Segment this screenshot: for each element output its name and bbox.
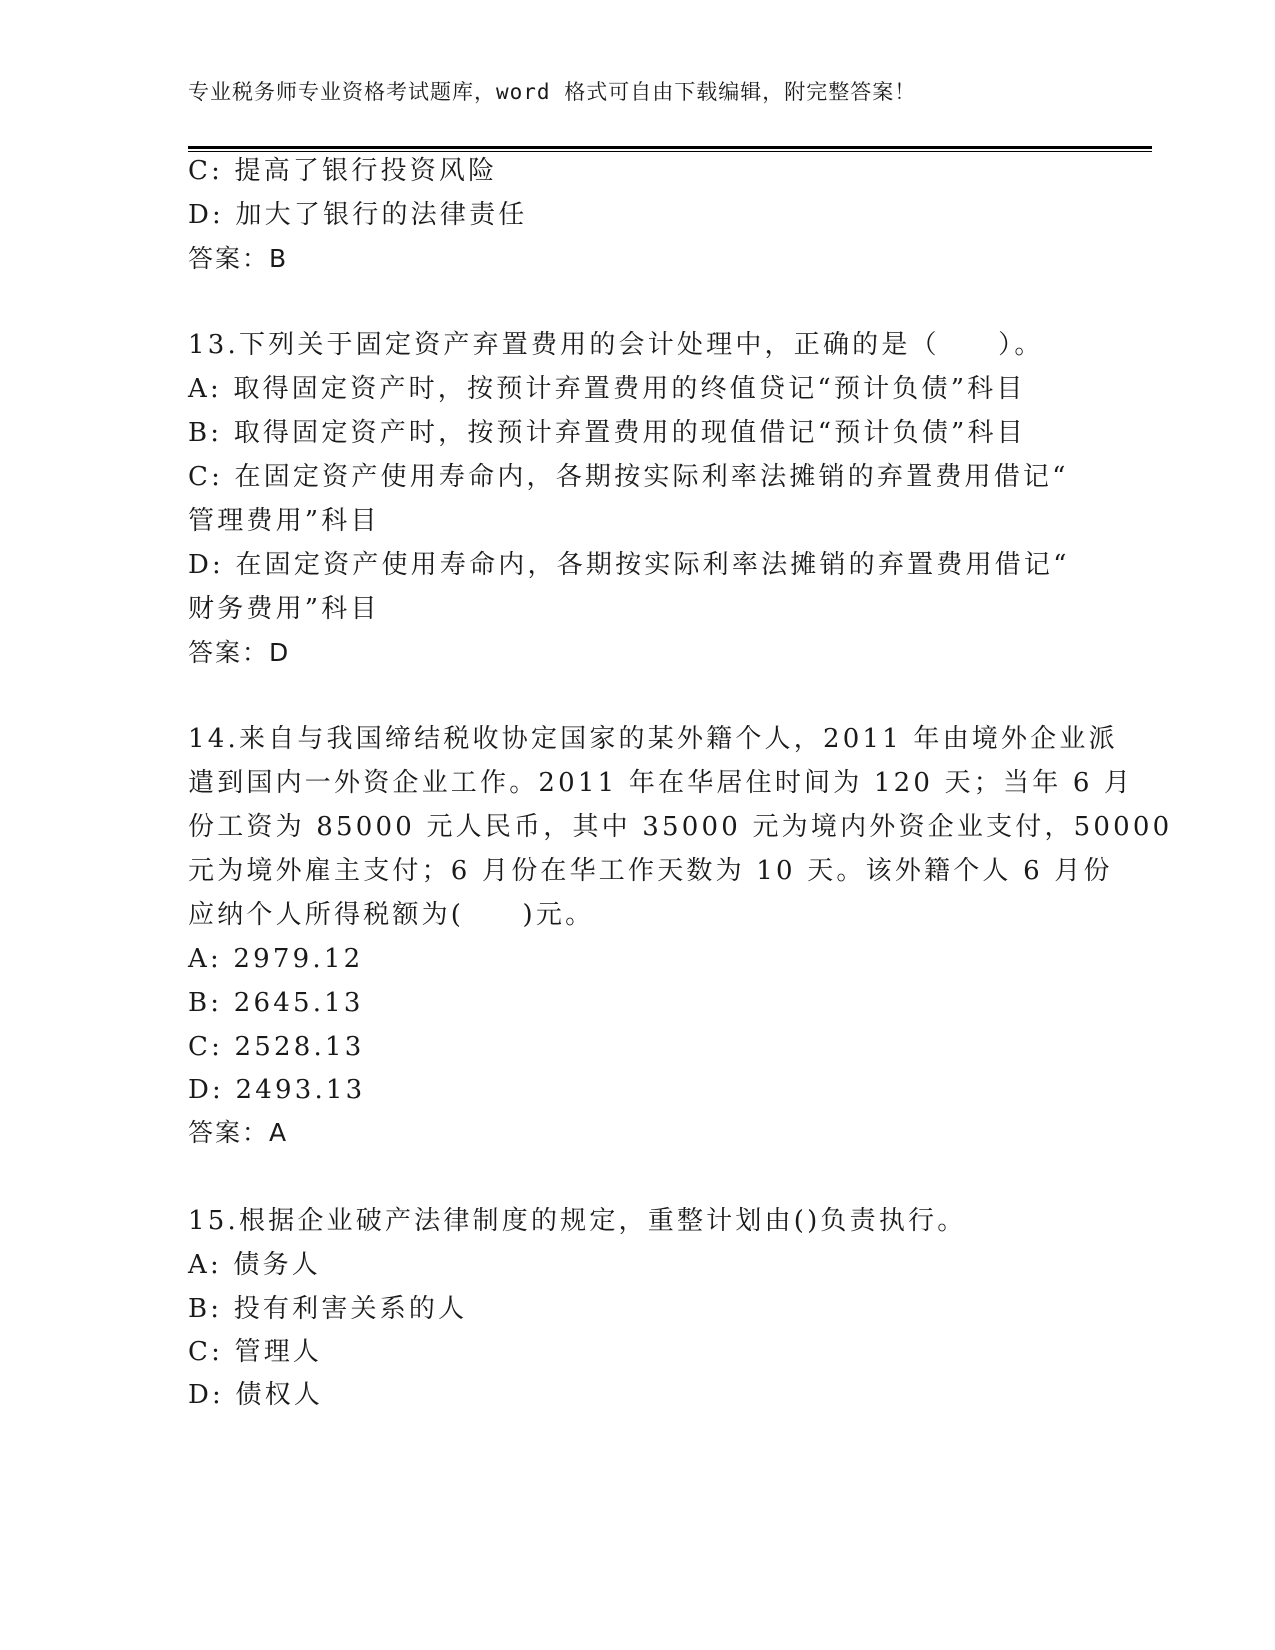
q14-stem-line-1: 14.来自与我国缔结税收协定国家的某外籍个人，2011 年由境外企业派 xyxy=(188,724,1118,754)
q15-option-d: D: 债权人 xyxy=(188,1380,324,1410)
q15-option-a: A: 债务人 xyxy=(188,1250,322,1280)
q13-stem: 13.下列关于固定资产弃置费用的会计处理中，正确的是（ ）。 xyxy=(188,330,1044,360)
q13-option-c: C: 在固定资产使用寿命内，各期按实际利率法摊销的弃置费用借记“ xyxy=(188,462,1069,492)
q14-option-c: C: 2528.13 xyxy=(188,1032,365,1062)
page-header: 专业税务师专业资格考试题库，word 格式可自由下载编辑，附完整答案！ xyxy=(188,80,917,104)
q15-option-c: C: 管理人 xyxy=(188,1337,323,1367)
q14-option-d: D: 2493.13 xyxy=(188,1075,366,1105)
q14-stem-line-2: 遣到国内一外资企业工作。2011 年在华居住时间为 120 天；当年 6 月 xyxy=(188,768,1134,798)
q13-option-a: A: 取得固定资产时，按预计弃置费用的终值贷记“预计负债”科目 xyxy=(188,374,1026,404)
q12-option-d: D: 加大了银行的法律责任 xyxy=(188,200,528,230)
q13-option-c-cont: 管理费用”科目 xyxy=(188,506,380,536)
q15-option-b: B: 投有利害关系的人 xyxy=(188,1294,468,1324)
header-divider-thick xyxy=(188,146,1152,149)
q15-stem: 15.根据企业破产法律制度的规定，重整计划由()负责执行。 xyxy=(188,1206,967,1236)
q14-option-a: A: 2979.12 xyxy=(188,944,364,974)
header-divider-thin xyxy=(188,151,1152,152)
q13-answer: 答案：D xyxy=(188,638,291,667)
q14-answer: 答案：A xyxy=(188,1118,289,1147)
q14-stem-line-3: 份工资为 85000 元人民币，其中 35000 元为境内外资企业支付，50000 xyxy=(188,812,1173,842)
q13-option-d: D: 在固定资产使用寿命内，各期按实际利率法摊销的弃置费用借记“ xyxy=(188,550,1070,580)
q14-option-b: B: 2645.13 xyxy=(188,988,364,1018)
q14-stem-line-5: 应纳个人所得税额为( )元。 xyxy=(188,900,595,930)
q13-option-b: B: 取得固定资产时，按预计弃置费用的现值借记“预计负债”科目 xyxy=(188,418,1026,448)
q12-answer: 答案：B xyxy=(188,244,289,273)
q14-stem-line-4: 元为境外雇主支付；6 月份在华工作天数为 10 天。该外籍个人 6 月份 xyxy=(188,856,1113,886)
q12-option-c: C: 提高了银行投资风险 xyxy=(188,156,498,186)
q13-option-d-cont: 财务费用”科目 xyxy=(188,594,380,624)
